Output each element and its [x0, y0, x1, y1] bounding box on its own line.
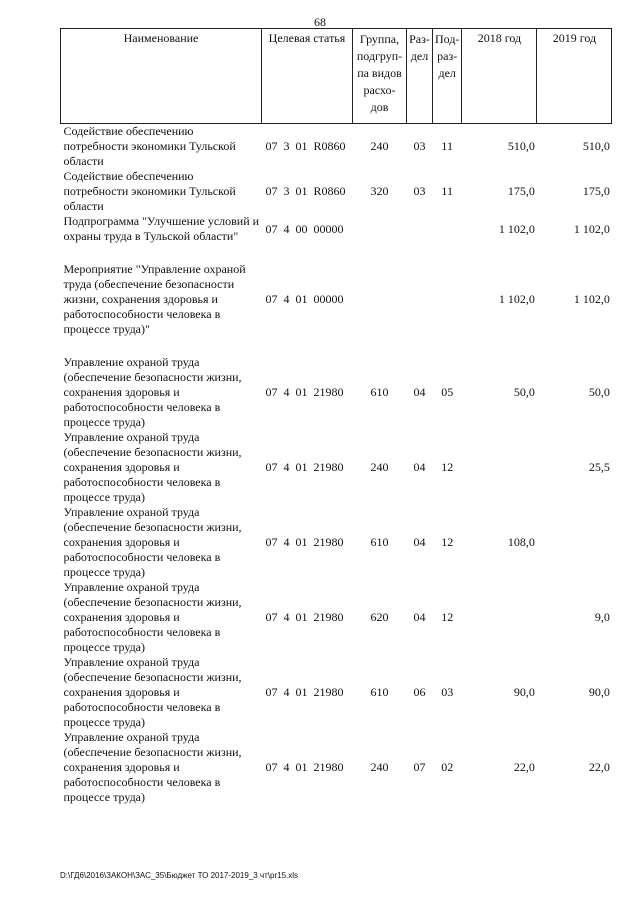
row-section: 03: [413, 139, 426, 153]
header-subsection: Под-раз-дел: [433, 29, 462, 124]
row-group: 610: [370, 535, 389, 549]
row-name: Управление охраной труда (обеспечение безопасности жизни, сохранения здоровья и работоспособности человека в процессе труда): [63, 430, 242, 504]
row-target-code: 07 4 01 21980: [265, 385, 344, 399]
table-row: [61, 169, 612, 214]
row-value-2018: 22,0: [513, 760, 535, 774]
row-section: 04: [413, 460, 426, 474]
row-value-2019: 1 102,0: [573, 221, 610, 236]
row-subsection: 11: [441, 139, 453, 153]
table-row: [61, 430, 612, 505]
row-value-2019: 9,0: [594, 610, 610, 624]
table-header-row: [61, 29, 612, 124]
row-spacer: [61, 244, 612, 262]
row-section: 04: [413, 535, 426, 549]
row-section: 07: [413, 760, 426, 774]
row-section: 06: [413, 685, 426, 699]
table-row: [61, 655, 612, 730]
row-value-2018: 175,0: [507, 184, 535, 198]
row-value-2019: 90,0: [588, 685, 610, 699]
table-row: [61, 214, 612, 244]
row-name: Мероприятие "Управление охраной труда (обеспечение безопасности жизни, сохранения здоровья и работоспособности человека в процессе труда)": [63, 262, 246, 336]
row-spacer: [61, 337, 612, 355]
row-group: 620: [370, 610, 389, 624]
row-value-2018: 90,0: [513, 685, 535, 699]
row-target-code: 07 4 01 00000: [265, 292, 344, 306]
row-value-2018: 108,0: [507, 535, 535, 549]
row-target-code: 07 4 00 00000: [265, 221, 344, 236]
row-group: [353, 262, 407, 337]
row-name: Управление охраной труда (обеспечение безопасности жизни, сохранения здоровья и работоспособности человека в процессе труда): [63, 730, 242, 804]
row-group: [353, 214, 407, 244]
row-value-2019: [537, 505, 612, 580]
table-row: [61, 580, 612, 655]
row-subsection: 12: [441, 610, 454, 624]
row-section: 04: [413, 610, 426, 624]
header-section: Раз-дел: [407, 29, 433, 124]
row-target-code: 07 4 01 21980: [265, 610, 344, 624]
row-name: Содействие обеспечению потребности экономики Тульской области: [63, 124, 236, 168]
row-value-2019: 22,0: [588, 760, 610, 774]
header-2019: 2019 год: [537, 29, 612, 124]
table-row: [61, 355, 612, 430]
row-target-code: 07 4 01 21980: [265, 460, 344, 474]
row-value-2019: 1 102,0: [573, 292, 610, 306]
row-name: Управление охраной труда (обеспечение безопасности жизни, сохранения здоровья и работоспособности человека в процессе труда): [63, 655, 242, 729]
row-group: 240: [370, 760, 389, 774]
row-subsection: 11: [441, 184, 453, 198]
table-row: [61, 505, 612, 580]
row-name: Содействие обеспечению потребности экономики Тульской области: [63, 169, 236, 213]
row-subsection: 02: [441, 760, 454, 774]
row-value-2019: 50,0: [588, 385, 610, 399]
row-target-code: 07 4 01 21980: [265, 535, 344, 549]
row-name: Подпрограмма "Улучшение условий и охраны труда в Тульской области": [63, 214, 260, 243]
row-group: 240: [370, 460, 389, 474]
row-section: 04: [413, 385, 426, 399]
row-value-2018: [462, 430, 537, 505]
row-value-2018: [462, 580, 537, 655]
row-name: Управление охраной труда (обеспечение безопасности жизни, сохранения здоровья и работоспособности человека в процессе труда): [63, 505, 242, 579]
header-name: Наименование: [61, 29, 262, 124]
row-section: [407, 214, 433, 244]
row-subsection: 03: [441, 685, 454, 699]
row-section: [407, 262, 433, 337]
row-name: Управление охраной труда (обеспечение безопасности жизни, сохранения здоровья и работоспособности человека в процессе труда): [63, 580, 242, 654]
header-2018: 2018 год: [462, 29, 537, 124]
row-group: 240: [370, 139, 389, 153]
file-path-footer: D:\ГД6\2016\ЗАКОН\ЗАС_35\Бюджет ТО 2017-2019_3 чт\pr15.xls: [60, 871, 299, 880]
row-value-2019: 510,0: [582, 139, 610, 153]
header-group: Группа, подгруп-па видов расхо-дов: [353, 29, 407, 124]
row-group: 320: [370, 184, 389, 198]
row-group: 610: [370, 385, 389, 399]
row-value-2018: 1 102,0: [498, 292, 535, 306]
row-subsection: 05: [441, 385, 454, 399]
row-value-2018: 510,0: [507, 139, 535, 153]
row-name: Управление охраной труда (обеспечение безопасности жизни, сохранения здоровья и работоспособности человека в процессе труда): [63, 355, 242, 429]
row-subsection: 12: [441, 535, 454, 549]
row-value-2018: 50,0: [513, 385, 535, 399]
row-value-2019: 175,0: [582, 184, 610, 198]
row-subsection: [433, 214, 462, 244]
budget-table: [60, 28, 612, 805]
row-value-2019: 25,5: [588, 460, 610, 474]
row-target-code: 07 3 01 R0860: [265, 184, 346, 198]
page-number: 68: [314, 15, 326, 29]
table-row: [61, 124, 612, 170]
table-row: [61, 262, 612, 337]
row-target-code: 07 4 01 21980: [265, 685, 344, 699]
row-target-code: 07 3 01 R0860: [265, 139, 346, 153]
row-target-code: 07 4 01 21980: [265, 760, 344, 774]
row-subsection: 12: [441, 460, 454, 474]
header-target: Целевая статья: [262, 29, 353, 124]
table-row: [61, 730, 612, 805]
row-value-2018: 1 102,0: [498, 221, 535, 236]
row-subsection: [433, 262, 462, 337]
row-group: 610: [370, 685, 389, 699]
row-section: 03: [413, 184, 426, 198]
